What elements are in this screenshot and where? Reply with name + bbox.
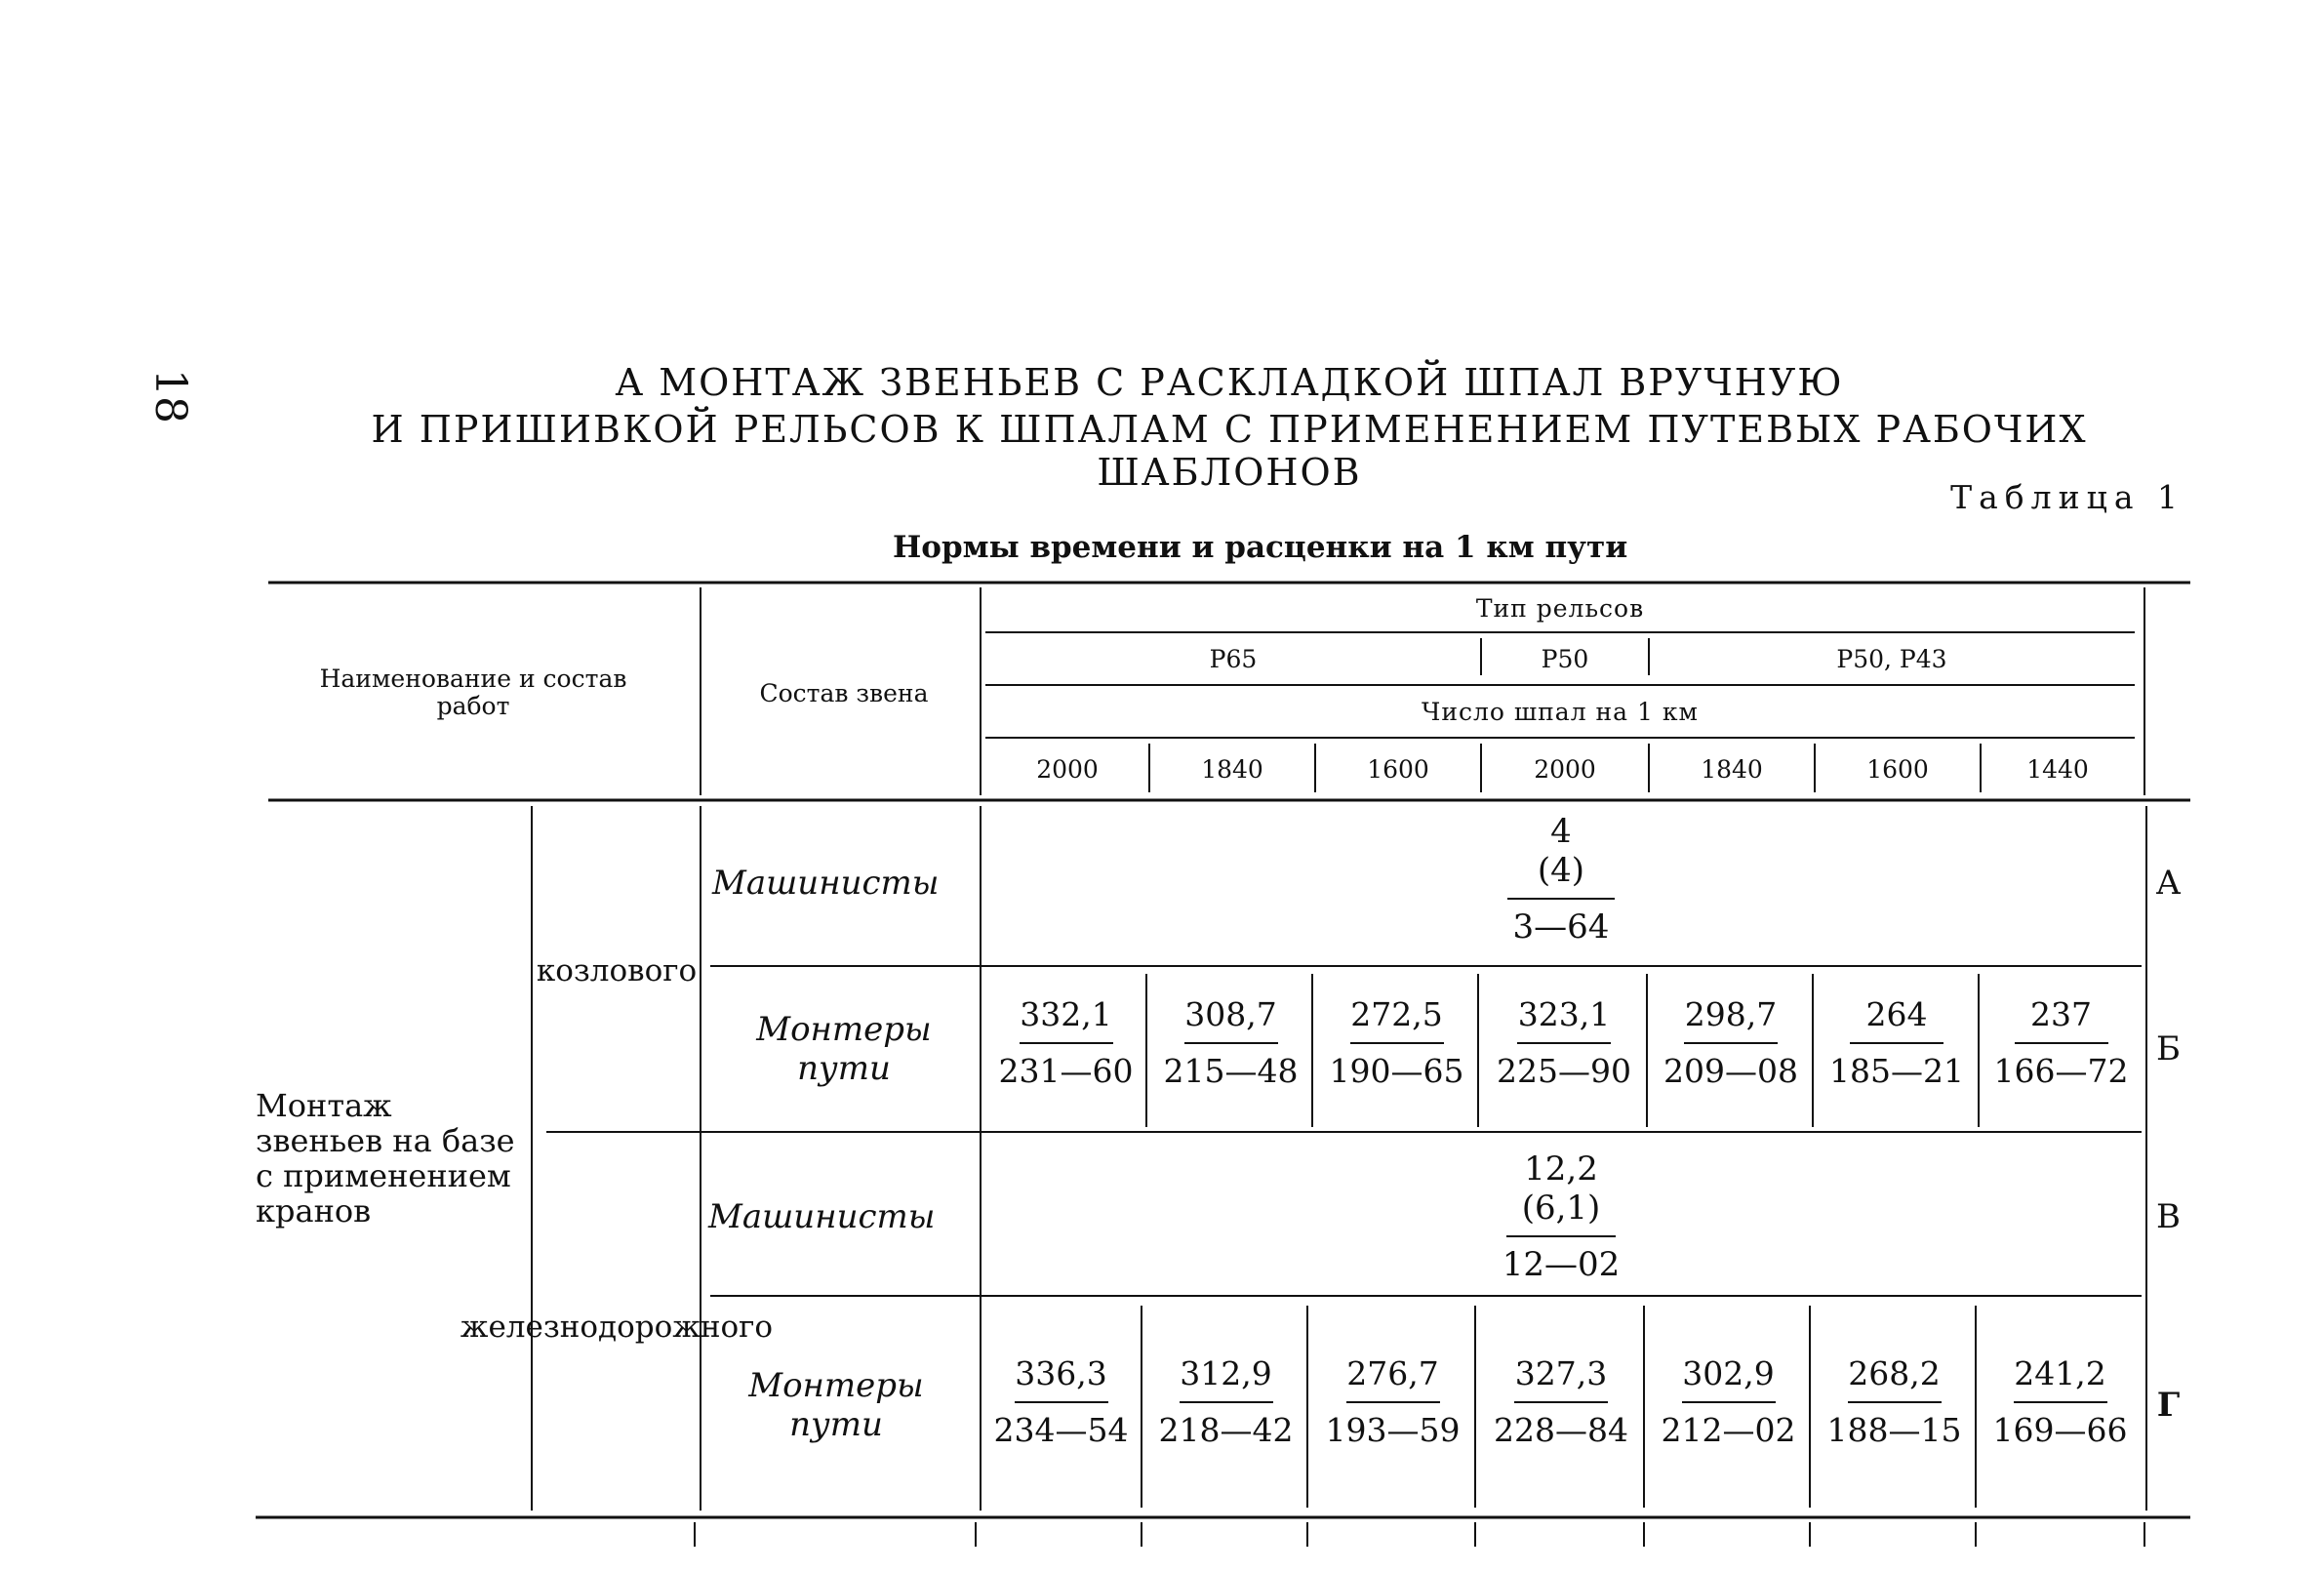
work-name: Монтаж звеньев на базе с применением кранов: [256, 1087, 515, 1229]
sleeper-count: 1840: [1201, 754, 1263, 784]
rate: 209—08: [1663, 1052, 1798, 1090]
value-cell: [985, 997, 1146, 1089]
time-norm: 312,9: [1180, 1354, 1272, 1392]
time-norm: 308,7: [1184, 995, 1277, 1033]
crew-machinists: Машинисты: [712, 864, 940, 903]
table-caption: Нормы времени и расценки на 1 км пути: [893, 530, 1628, 565]
value-cell: [1981, 997, 2142, 1089]
sleeper-count: 2000: [1036, 754, 1099, 784]
row-letter: В: [2156, 1197, 2181, 1236]
rate: 231—60: [998, 1052, 1134, 1090]
heading-line-1: А МОНТАЖ ЗВЕНЬЕВ С РАСКЛАДКОЙ ШПАЛ ВРУЧНУЮ: [615, 361, 1844, 404]
merged-mid: (4): [1537, 851, 1585, 890]
merged-top: 4: [1550, 812, 1572, 851]
sleeper-count: 1840: [1701, 754, 1763, 784]
crew-machinists: Машинисты: [708, 1197, 936, 1236]
header-rail-type: Тип рельсов: [1475, 593, 1645, 623]
header-work-name: Наименование и состав работ: [319, 665, 627, 720]
crew-track-fitters: Монтеры пути: [756, 1010, 932, 1088]
row-letter: Б: [2156, 1029, 2181, 1068]
heading-line-2: И ПРИШИВКОЙ РЕЛЬСОВ К ШПАЛАМ С ПРИМЕНЕНИЕМ ПУТЕВЫХ РАБОЧИХ ШАБЛОНОВ: [371, 408, 2088, 494]
sleeper-count: 1600: [1367, 754, 1429, 784]
rate: 169—66: [1992, 1411, 2128, 1449]
rate: 215—48: [1163, 1052, 1299, 1090]
value-cell: [1649, 997, 1813, 1089]
value-cell: [1813, 1356, 1976, 1448]
value-cell: [1310, 1356, 1475, 1448]
rail-group-p50-p43: Р50, Р43: [1836, 644, 1947, 673]
header-crew: Состав звена: [759, 678, 929, 707]
time-norm: 323,1: [1517, 995, 1611, 1033]
row-letter: Г: [2156, 1386, 2181, 1425]
time-norm: 237: [2030, 995, 2092, 1033]
time-norm: 336,3: [1015, 1354, 1107, 1392]
value-cell: [1478, 1356, 1644, 1448]
rail-group-p65: Р65: [1209, 644, 1258, 673]
time-norm: 264: [1865, 995, 1928, 1033]
rate: 225—90: [1497, 1052, 1631, 1090]
time-norm: 302,9: [1682, 1354, 1775, 1392]
time-norm: 272,5: [1350, 995, 1443, 1033]
merged-bottom: 3—64: [1512, 907, 1610, 947]
merged-value-a: [1503, 812, 1620, 947]
value-cell: [1149, 997, 1312, 1089]
header-sleepers: Число шпал на 1 км: [1422, 697, 1699, 726]
time-norm: 268,2: [1848, 1354, 1941, 1392]
value-cell: [1979, 1356, 2142, 1448]
crew-track-fitters: Монтеры пути: [748, 1366, 924, 1444]
value-cell: [1647, 1356, 1810, 1448]
merged-bottom: 12—02: [1502, 1245, 1621, 1284]
rate: 234—54: [993, 1411, 1129, 1449]
rate: 228—84: [1494, 1411, 1628, 1449]
crane-gantry: козлового: [536, 953, 698, 988]
rate: 166—72: [1993, 1052, 2129, 1090]
time-norm: 276,7: [1346, 1354, 1439, 1392]
time-norm: 327,3: [1514, 1354, 1608, 1392]
rate: 212—02: [1661, 1411, 1796, 1449]
merged-value-v: [1493, 1149, 1629, 1284]
sleeper-count: 2000: [1534, 754, 1596, 784]
crane-railway: железнодорожного: [460, 1310, 774, 1345]
value-cell: [1315, 997, 1478, 1089]
rail-group-p50: Р50: [1541, 644, 1589, 673]
time-norm: 298,7: [1684, 995, 1778, 1033]
rate: 193—59: [1325, 1411, 1461, 1449]
rate: 218—42: [1158, 1411, 1294, 1449]
value-cell: [1144, 1356, 1307, 1448]
merged-top: 12,2: [1524, 1149, 1598, 1189]
value-cell: [981, 1356, 1142, 1448]
table-label: Таблица 1: [1950, 478, 2184, 516]
value-cell: [1481, 997, 1647, 1089]
sleeper-count: 1440: [2026, 754, 2089, 784]
time-norm: 241,2: [2014, 1354, 2106, 1392]
merged-mid: (6,1): [1521, 1189, 1601, 1228]
rate: 190—65: [1329, 1052, 1464, 1090]
sleeper-count: 1600: [1866, 754, 1929, 784]
value-cell: [1815, 997, 1979, 1089]
page-number: 18: [145, 369, 195, 423]
time-norm: 332,1: [1020, 995, 1112, 1033]
rate: 188—15: [1826, 1411, 1962, 1449]
row-letter: А: [2155, 864, 2182, 903]
rate: 185—21: [1829, 1052, 1964, 1090]
